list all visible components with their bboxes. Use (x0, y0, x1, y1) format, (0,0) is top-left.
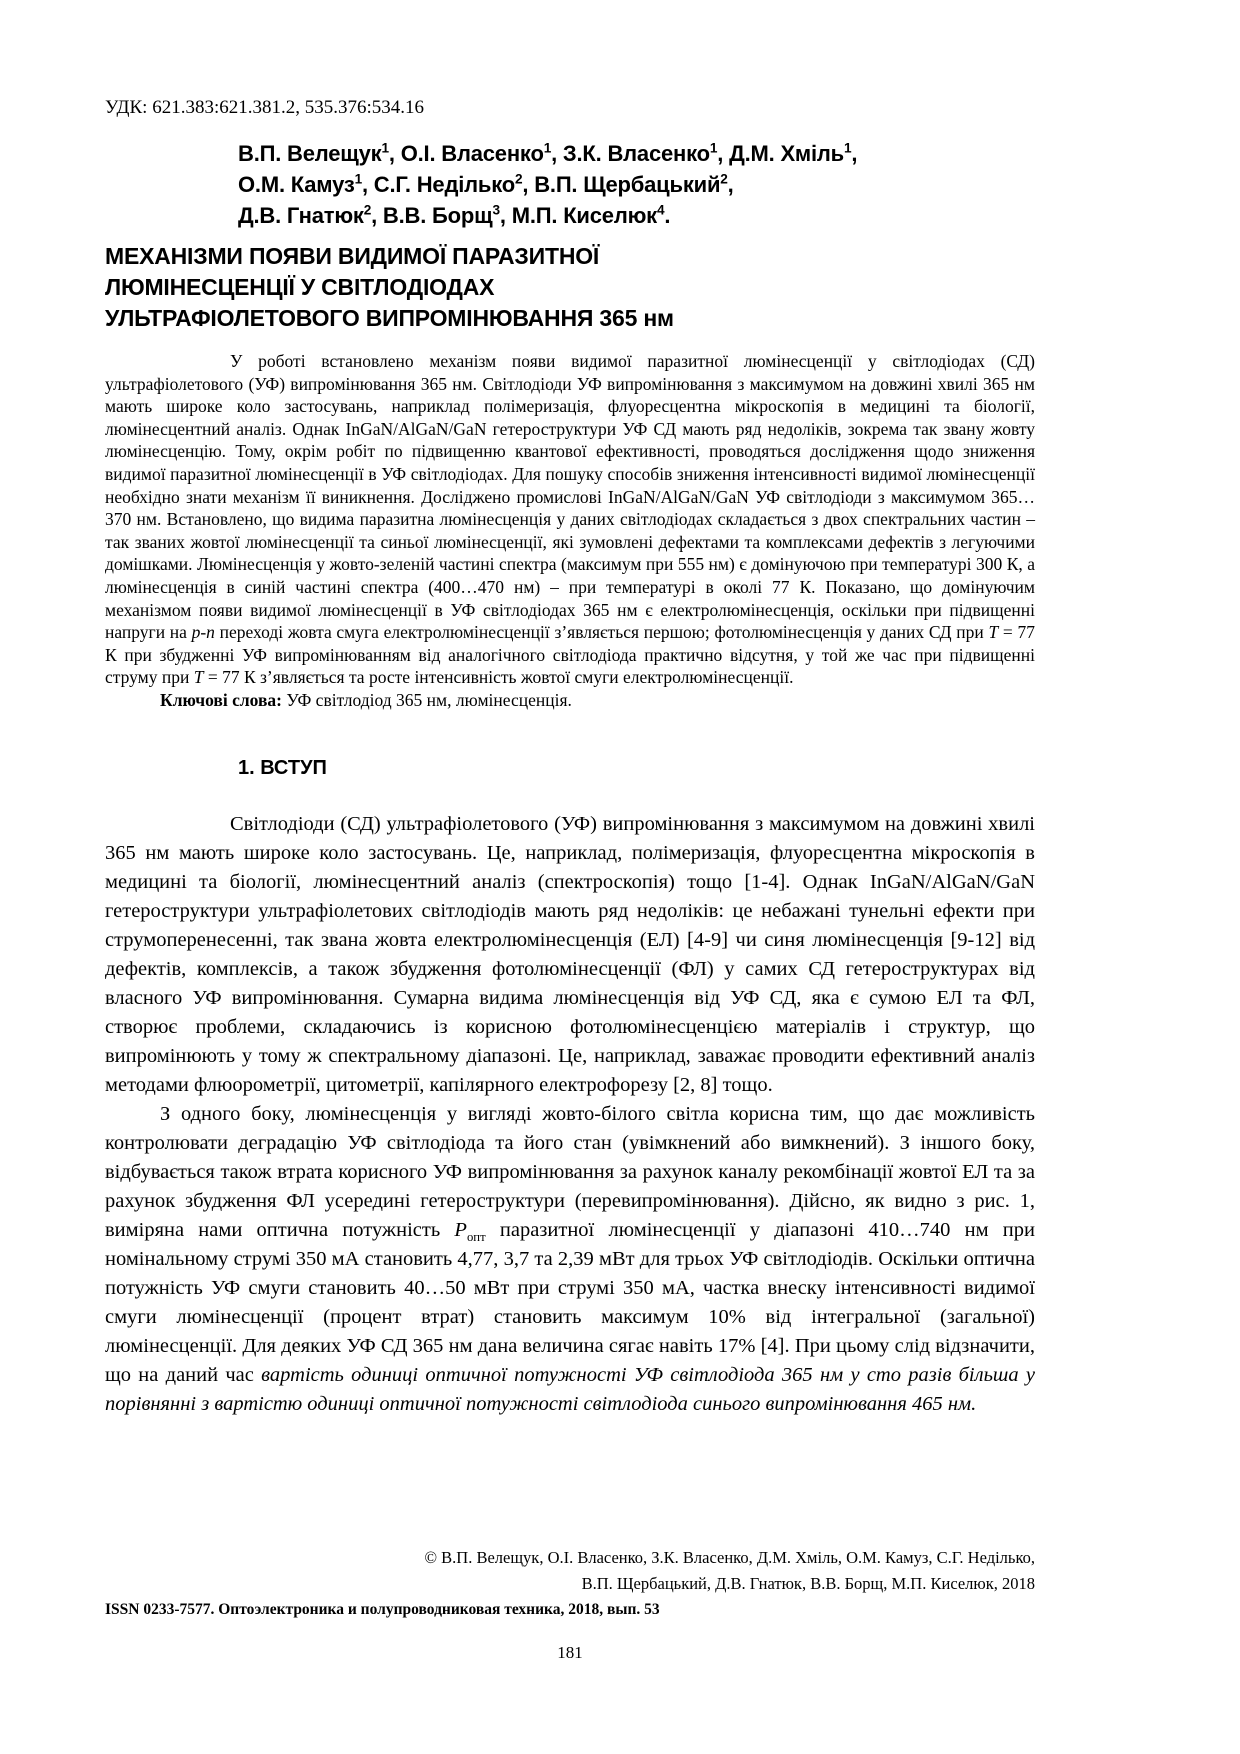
article-title-line-1: МЕХАНІЗМИ ПОЯВИ ВИДИМОЇ ПАРАЗИТНОЇ (105, 243, 600, 269)
article-title (105, 241, 1035, 334)
keywords-line (105, 689, 1035, 712)
section-heading-intro: 1. ВСТУП (238, 756, 327, 779)
abstract-text: У роботі встановлено механізм появи видимої паразитної люмінесценції у світлодіодах (СД) ультрафіолетового (УФ) випромінювання 365 нм. Світлодіоди УФ випромінювання з максимумом на довжині хвилі 365 нм мають широке коло застосувань, наприклад полімеризація, флуоресцентна мікроскопія в медицині та біології, люмінесцентний аналіз. Однак InGaN/AlGaN/GaN гетероструктури УФ СД мають ряд недоліків, зокрема так звану жовту люмінесценцію. Тому, окрім робіт по підвищенню квантової ефективності, проводяться дослідження щодо зниження видимої паразитної люмінесценції в УФ світлодіодах. Для пошуку способів зниження інтенсивності видимої люмінесценції необхідно знати механізм її виникнення. Досліджено промислові InGaN/AlGaN/GaN УФ світлодіоди з максимумом 365…370 нм. Встановлено, що видима паразитна люмінесценція у даних світлодіодах складається з двох спектральних частин – так званих жовтої люмінесценції та синьої люмінесценції, які зумовлені дефектами та комплексами дефектів з легуючими домішками. Люмінесценція у жовто-зеленій частині спектра (максимум при 555 нм) є домінуючою при температурі 300 К, а люмінесценція в синій частині спектра (400…470 нм) – при температурі в околі 77 К. Показано, що домінуючим механізмом появи видимої люмінесценції в УФ світлодіодах 365 нм є електролюмінесценція, оскільки при підвищенні напруги на p-n переході жовта смуга електролюмінесценції з’являється першою; фотолюмінесценція у даних СД при T = 77 К при збудженні УФ випромінюванням від аналогічного світлодіода практично відсутня, у той же час при підвищенні струму при T = 77 К з’являється та росте інтенсивність жовтої смуги електролюмінесценції. (105, 351, 1035, 688)
keywords-label: Ключові слова: (160, 689, 283, 710)
keywords-text: УФ світлодіод 365 нм, люмінесценція. (282, 689, 572, 710)
authors-block (238, 138, 1035, 231)
udc-code: УДК: 621.383:621.381.2, 535.376:534.16 (105, 97, 425, 118)
copyright-block (105, 1545, 1035, 1597)
intro-paragraph-2: З одного боку, люмінесценція у вигляді жовто-білого світла корисна тим, що дає можливість контролювати деградацію УФ світлодіода та його стан (увімкнений або вимкнений). З іншого боку, відбувається також втрата корисного УФ випромінювання за рахунок каналу рекомбінації жовтої ЕЛ та за рахунок збудження ФЛ усередині гетероструктури (перевипромінювання). Дійсно, як видно з рис. 1, виміряна нами оптична потужність $P_{опт}$ паразитної люмінесценції у діапазоні 410…740 нм при номінальному струмі 350 мА становить 4,77, 3,7 та 2,39 мВт для трьох УФ світлодіодів. Оскільки оптична потужність УФ смуги становить 40…50 мВт при струмі 350 мА, частка внеску інтенсивності видимої смуги люмінесценції (процент втрат) становить максимум 10% від інтегральної (загальної) люмінесценції. Для деяких УФ СД 365 нм дана величина сягає навіть 17% [4]. При цьому слід відзначити, що на даний час вартість одиниці оптичної потужності УФ світлодіода 365 нм у сто разів більша у порівнянні з вартістю одиниці оптичної потужності світлодіода синього випромінювання 465 нм. (105, 1102, 1035, 1415)
article-title-line-2: ЛЮМІНЕСЦЕНЦІЇ У СВІТЛОДІОДАХ (105, 274, 495, 300)
article-title-line-3: УЛЬТРАФІОЛЕТОВОГО ВИПРОМІНЮВАННЯ 365 нм (105, 305, 674, 331)
intro-paragraph-1: Світлодіоди (СД) ультрафіолетового (УФ) випромінювання з максимумом на довжині хвилі 365 нм мають широке коло застосувань. Це, наприклад, полімеризація, флуоресцентна мікроскопія в медицині та біології, люмінесцентний аналіз (спектроскопія) тощо [1-4]. Однак InGaN/AlGaN/GaN гетероструктури ультрафіолетових світлодіодів мають ряд недоліків: це небажані тунельні ефекти при струмоперенесенні, так звана жовта електролюмінесценція (ЕЛ) [4-9] чи синя люмінесценція [9-12] від дефектів, комплексів, а також збудження фотолюмінесценції (ФЛ) у самих СД гетероструктурах від власного УФ випромінювання. Сумарна видима люмінесценція від УФ СД, яка є сумою ЕЛ та ФЛ, створює проблеми, складаючись із корисною фотолюмінесценцією матеріалів і структур, що випромінюють у тому ж спектральному діапазоні. Це, наприклад, заважає проводити ефективний аналіз методами флюорометрії, цитометрії, капілярного електрофорезу [2, 8] тощо. (105, 812, 1035, 1096)
copyright-line-2: В.П. Щербацький, Д.В. Гнатюк, В.В. Борщ, М.П. Киселюк, 2018 (581, 1574, 1035, 1593)
copyright-line-1: © В.П. Велещук, О.І. Власенко, З.К. Власенко, Д.М. Хміль, О.М. Камуз, С.Г. Неділько, (424, 1548, 1035, 1567)
authors-line-3: Д.В. Гнатюк$^2$, В.В. Борщ$^3$, М.П. Киселюк$^4$. (238, 202, 671, 228)
issn-line: ISSN 0233-7577. Оптоэлектроника и полупроводниковая техника, 2018, вып. 53 (105, 1601, 660, 1618)
page-footer (105, 1545, 1035, 1663)
authors-line-1: В.П. Велещук$^1$, О.І. Власенко$^1$, З.К. Власенко$^1$, Д.М. Хміль$^1$, (238, 140, 858, 166)
authors-line-2: О.М. Камуз$^1$, С.Г. Неділько$^2$, В.П. Щербацький$^2$, (238, 171, 734, 197)
page-number: 181 (557, 1643, 583, 1662)
